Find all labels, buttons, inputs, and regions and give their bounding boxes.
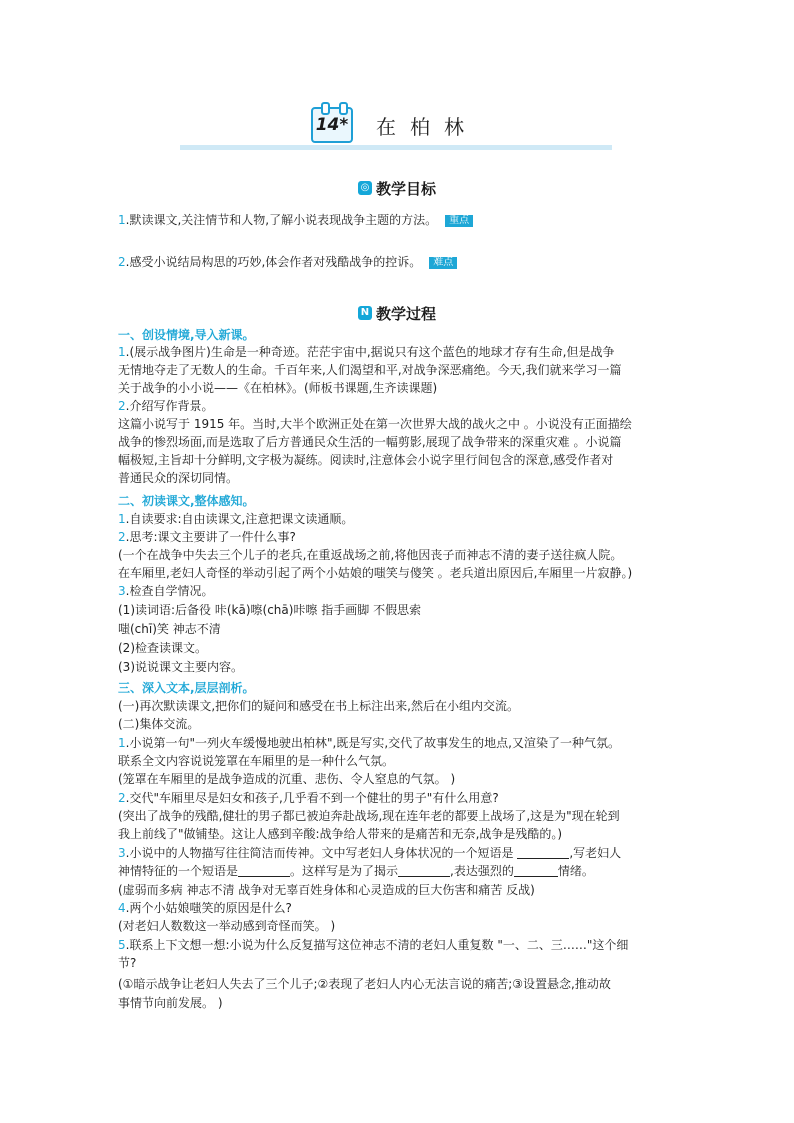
answer-line: (笼罩在车厢里的是战争造成的沉重、悲伤、令人窒息的气氛。 ) — [118, 772, 456, 786]
lesson-title-block — [180, 103, 612, 151]
paragraph-line: 3.检查自学情况。 — [118, 584, 214, 598]
answer-line: (虚弱而多病 神志不清 战争对无辜百姓身体和心灵造成的巨大伤害和痛苦 反战) — [118, 883, 535, 897]
fill-blank[interactable] — [517, 846, 569, 859]
answer-line: (对老妇人数数这一举动感到奇怪而笑。 ) — [118, 919, 336, 933]
paragraph-line: 战争的惨烈场面,而是选取了后方普通民众生活的一幅剪影,展现了战争带来的深重灾难 。小说篇 — [118, 435, 622, 449]
objectives-heading: ◎ 教学目标 — [0, 175, 794, 199]
paragraph-line: (二)集体交流。 — [118, 717, 200, 731]
paragraph-line: 3.小说中的人物描写往往简洁而传神。文中写老妇人身体状况的一个短语是 ,写老妇人 — [118, 846, 622, 860]
paragraph-line: 神情特征的一个短语是 。这样写是为了揭示 ,表达强烈的 情绪。 — [118, 864, 594, 878]
lesson-title: 在柏林 — [376, 115, 478, 139]
answer-line: 事情节向前发展。 ) — [118, 996, 223, 1010]
difficult-point-tag: 难点 — [429, 257, 457, 269]
lesson-number: 14* — [315, 115, 349, 135]
objective-item: 1.默读课文,关注情节和人物,了解小说表现战争主题的方法。 重点 — [118, 212, 473, 228]
process-icon: N — [358, 306, 372, 320]
answer-line: (突出了战争的残酷,健壮的男子都已被迫奔赴战场,现在连年老的都要上战场了,这是为"现在轮到 — [118, 809, 620, 823]
target-icon: ◎ — [358, 181, 372, 195]
paragraph-line: 在车厢里,老妇人奇怪的举动引起了两个小姑娘的嗤笑与傻笑 。老兵道出原因后,车厢里一片寂静。) — [118, 566, 633, 580]
calendar-badge-icon — [311, 107, 353, 143]
paragraph-line: 2.思考:课文主要讲了一件什么事? — [118, 530, 296, 544]
section-heading: 三、深入文本,层层剖析。 — [118, 681, 255, 695]
paragraph-line: 2.交代"车厢里尽是妇女和孩子,几乎看不到一个健壮的男子"有什么用意? — [118, 791, 499, 805]
fill-blank[interactable] — [238, 864, 290, 877]
title-underline — [180, 145, 612, 150]
paragraph-line: 4.两个小姑娘嗤笑的原因是什么? — [118, 901, 292, 915]
objective-item: 2.感受小说结局构思的巧妙,体会作者对残酷战争的控诉。 难点 — [118, 254, 457, 270]
paragraph-line: 节? — [118, 956, 137, 970]
paragraph-line: (一个在战争中失去三个儿子的老兵,在重返战场之前,将他因丧子而神志不清的妻子送往疯人院。 — [118, 548, 623, 562]
paragraph-line: 联系全文内容说说笼罩在车厢里的是一种什么气氛。 — [118, 754, 395, 768]
answer-line: 我上前线了"做铺垫。这让人感到辛酸:战争给人带来的是痛苦和无奈,战争是残酷的。) — [118, 827, 563, 841]
paragraph-line: 普通民众的深切同情。 — [118, 471, 239, 485]
section-heading: 一、创设情境,导入新课。 — [118, 328, 255, 342]
paragraph-line: 幅极短,主旨却十分鲜明,文字极为凝练。阅读时,注意体会小说字里行间包含的深意,感受作者对 — [118, 453, 614, 467]
paragraph-line: 这篇小说写于 1915 年。当时,大半个欧洲正处在第一次世界大战的战火之中 。小说没有正面描绘 — [118, 417, 632, 431]
section-heading: 二、初读课文,整体感知。 — [118, 494, 255, 508]
process-heading: N 教学过程 — [0, 300, 794, 324]
key-point-tag: 重点 — [445, 215, 473, 227]
paragraph-line: (一)再次默读课文,把你们的疑问和感受在书上标注出来,然后在小组内交流。 — [118, 699, 519, 713]
fill-blank[interactable] — [514, 864, 558, 877]
paragraph-line: (2)检查读课文。 — [118, 641, 207, 655]
answer-line: (①暗示战争让老妇人失去了三个儿子;②表现了老妇人内心无法言说的痛苦;③设置悬念,推动故 — [118, 977, 611, 991]
paragraph-line: (1)读词语:后备役 咔(kā)嚓(chā)咔嚓 指手画脚 不假思索 — [118, 603, 422, 617]
paragraph-line: 关于战争的小小说——《在柏林》。(师板书课题,生齐读课题) — [118, 381, 438, 395]
paragraph-line: 1.(展示战争图片)生命是一种奇迹。茫茫宇宙中,据说只有这个蓝色的地球才存有生命,但是战争 — [118, 345, 615, 359]
paragraph-line: 嗤(chī)笑 神志不清 — [118, 622, 221, 636]
fill-blank[interactable] — [398, 864, 450, 877]
paragraph-line: 无情地夺走了无数人的生命。千百年来,人们渴望和平,对战争深恶痛绝。今天,我们就来学习一篇 — [118, 363, 622, 377]
paragraph-line: 2.介绍写作背景。 — [118, 399, 214, 413]
paragraph-line: 5.联系上下文想一想:小说为什么反复描写这位神志不清的老妇人重复数 "一、二、三……"这个细 — [118, 938, 629, 952]
paragraph-line: 1.小说第一句"一列火车缓慢地驶出柏林",既是写实,交代了故事发生的地点,又渲染了一种气氛。 — [118, 736, 620, 750]
paragraph-line: (3)说说课文主要内容。 — [118, 660, 243, 674]
paragraph-line: 1.自读要求:自由读课文,注意把课文读通顺。 — [118, 512, 354, 526]
